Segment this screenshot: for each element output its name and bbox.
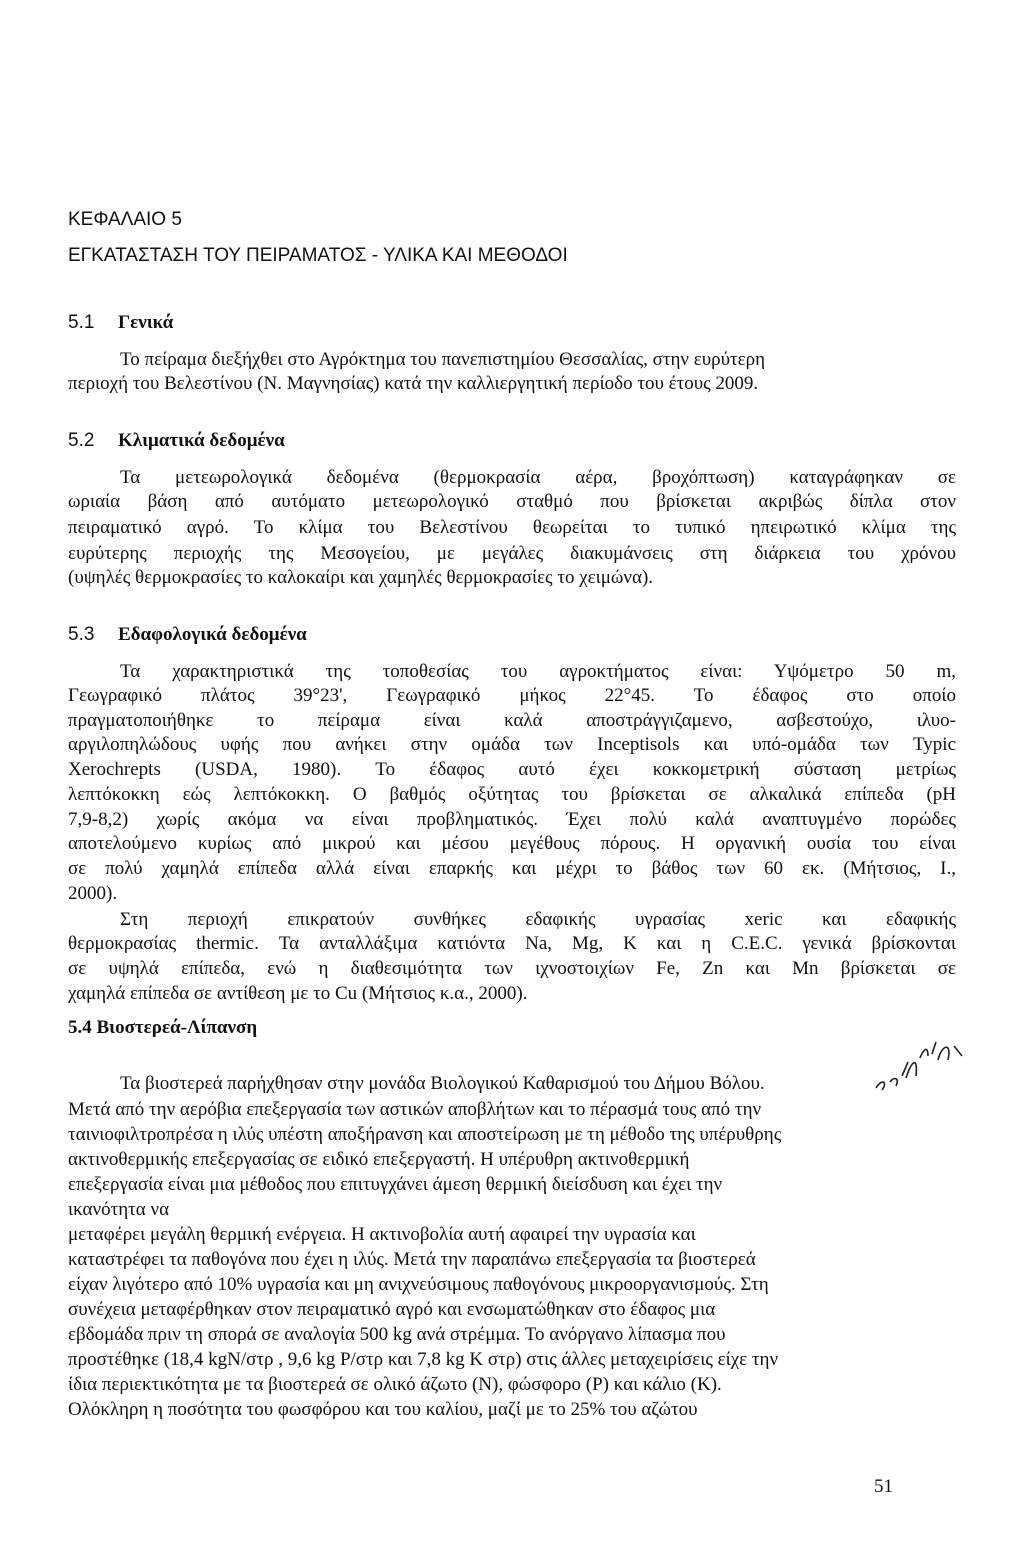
- paragraph-line: σε πολύ χαμηλά επίπεδα αλλά είναι επαρκής και μέχρι το βάθος των 60 εκ. (Μήτσιος, Ι.,: [68, 858, 956, 879]
- paragraph-line: θερμοκρασίας thermic. Τα ανταλλάξιμα κατιόντα Na, Mg, K και η C.E.C. γενικά βρίσκονται: [68, 933, 956, 954]
- paragraph-line: Στη περιοχή επικρατούν συνθήκες εδαφικής υγρασίας xeric και εδαφικής: [120, 909, 956, 930]
- paragraph-line: ίδια περιεκτικότητα με τα βιοστερεά σε ολικό άζωτο (N), φώσφορο (P) και κάλιο (K).: [68, 1374, 722, 1395]
- paragraph-line: Μετά από την αερόβια επεξεργασία των αστικών αποβλήτων και το πέρασμά τους από την: [68, 1099, 762, 1120]
- paragraph-line: ακτινοθερμικής επεξεργασίας σε ειδικό επεξεργαστή. Η υπέρυθρη ακτινοθερμική: [68, 1149, 690, 1170]
- paragraph-line: συνέχεια μεταφέρθηκαν στον πειραματικό αγρό και ενσωματώθηκαν στο έδαφος μια: [68, 1299, 716, 1320]
- paragraph-line: 2000).: [68, 883, 118, 904]
- section-title: Γενικά: [118, 312, 174, 333]
- paragraph-line: αργιλοπηλώδους υφής που ανήκει στην ομάδα των Inceptisols και υπό-ομάδα των Typic: [68, 734, 956, 755]
- paragraph-line: επεξεργασία είναι μια μέθοδος που επιτυγχάνει άμεση θερμική διείσδυση και έχει την: [68, 1174, 723, 1195]
- paragraph-line: χαμηλά επίπεδα σε αντίθεση με το Cu (Μήτσιος κ.α., 2000).: [68, 983, 528, 1004]
- paragraph-line: είχαν λιγότερο από 10% υγρασία και μη ανιχνεύσιμους παθογόνους μικροοργανισμούς. Στη: [68, 1274, 769, 1295]
- paragraph-line: Xerochrepts (USDA, 1980). Το έδαφος αυτό έχει κοκκομετρική σύσταση μετρίως: [68, 759, 956, 780]
- section-number: 5.4: [68, 1017, 92, 1038]
- paragraph-line: προστέθηκε (18,4 kgN/στρ , 9,6 kg P/στρ και 7,8 kg K στρ) στις άλλες μεταχειρίσεις είχε την: [68, 1349, 779, 1370]
- section-number: 5.1: [68, 312, 95, 333]
- paragraph-line: λεπτόκοκκη εώς λεπτόκοκκη. Ο βαθμός οξύτητας του βρίσκεται σε αλκαλικά επίπεδα (pH: [68, 784, 956, 805]
- section-number: 5.3: [68, 624, 95, 645]
- paragraph-line: Ολόκληρη η ποσότητα του φωσφόρου και του καλίου, μαζί με το 25% του αζώτου: [68, 1399, 698, 1420]
- paragraph-line: ταινιοφιλτροπρέσα η ιλύς υπέστη αποξήρανση και αποστείρωση με τη μέθοδο της υπέρυθρης: [68, 1124, 782, 1145]
- section-heading-climate: [68, 430, 285, 452]
- chapter-label: ΚΕΦΑΛΑΙΟ 5: [68, 209, 182, 230]
- paragraph-line: Γεωγραφικό πλάτος 39°23', Γεωγραφικό μήκος 22°45. Το έδαφος στο οποίο: [68, 685, 956, 706]
- paragraph-line: Το πείραμα διεξήχθει στο Αγρόκτημα του πανεπιστημίου Θεσσαλίας, στην ευρύτερη: [120, 349, 766, 370]
- paragraph-line: Τα βιοστερεά παρήχθησαν στην μονάδα Βιολογικού Καθαρισμού του Δήμου Βόλου.: [120, 1073, 765, 1094]
- paragraph-line: Τα μετεωρολογικά δεδομένα (θερμοκρασία αέρα, βροχόπτωση) καταγράφηκαν σε: [120, 467, 956, 488]
- paragraph-line: πειραματικό αγρό. Το κλίμα του Βελεστίνου θεωρείται το τυπικό ηπειρωτικό κλίμα της: [68, 517, 956, 538]
- paragraph-line: αποτελούμενο κυρίως από μικρού και μέσου μεγέθους πόρους. Η οργανική ουσία του είναι: [68, 833, 956, 854]
- chapter-title: ΕΓΚΑΤΑΣΤΑΣΗ ΤΟΥ ΠΕΙΡΑΜΑΤΟΣ - ΥΛΙΚΑ ΚΑΙ ΜΕΘΟΔΟΙ: [68, 245, 568, 266]
- section-title: Εδαφολογικά δεδομένα: [118, 624, 307, 645]
- paragraph-line: περιοχή του Βελεστίνου (Ν. Μαγνησίας) κατά την καλλιεργητική περίοδο του έτους 2009.: [68, 373, 759, 394]
- paragraph-line: εβδομάδα πριν τη σπορά σε αναλογία 500 kg ανά στρέμμα. Το ανόργανο λίπασμα που: [68, 1324, 726, 1345]
- paragraph-line: μεταφέρει μεγάλη θερμική ενέργεια. Η ακτινοβολία αυτή αφαιρεί την υγρασία και: [68, 1224, 696, 1245]
- section-heading-biosolids: [68, 1017, 257, 1039]
- section-heading-general: [68, 312, 173, 334]
- paragraph-line: (υψηλές θερμοκρασίες το καλοκαίρι και χαμηλές θερμοκρασίες το χειμώνα).: [68, 567, 654, 588]
- paragraph-line: καταστρέφει τα παθογόνα που έχει η ιλύς. Μετά την παραπάνω επεξεργασία τα βιοστερεά: [68, 1249, 756, 1270]
- paragraph-line: ικανότητα να: [68, 1199, 170, 1220]
- paragraph-line: ωριαία βάση από αυτόματο μετεωρολογικό σταθμό που βρίσκεται ακριβώς δίπλα στον: [68, 491, 956, 512]
- paragraph-line: σε υψηλά επίπεδα, ενώ η διαθεσιμότητα των ιχνοστοιχίων Fe, Zn και Mn βρίσκεται σε: [68, 958, 956, 979]
- section-title: Κλιματικά δεδομένα: [118, 430, 285, 451]
- section-title: Βιοστερεά-Λίπανση: [96, 1017, 258, 1038]
- page-number: 51: [874, 1476, 893, 1497]
- section-number: 5.2: [68, 430, 95, 451]
- paragraph-line: Τα χαρακτηριστικά της τοποθεσίας του αγροκτήματος είναι: Υψόμετρο 50 m,: [120, 661, 956, 682]
- paragraph-line: ευρύτερης περιοχής της Μεσογείου, με μεγάλες διακυμάνσεις στη διάρκεια του χρόνου: [68, 543, 956, 564]
- paragraph-line: 7,9-8,2) χωρίς ακόμα να είναι προβληματικός. Έχει πολύ καλά αναπτυγμένο πορώδες: [68, 809, 956, 830]
- paragraph-line: πραγματοποιήθηκε το πείραμα είναι καλά αποστράγγιζαμενο, ασβεστούχο, ιλυο-: [68, 710, 956, 731]
- section-heading-soil: [68, 624, 307, 646]
- handwritten-annotation-icon: [868, 1038, 978, 1098]
